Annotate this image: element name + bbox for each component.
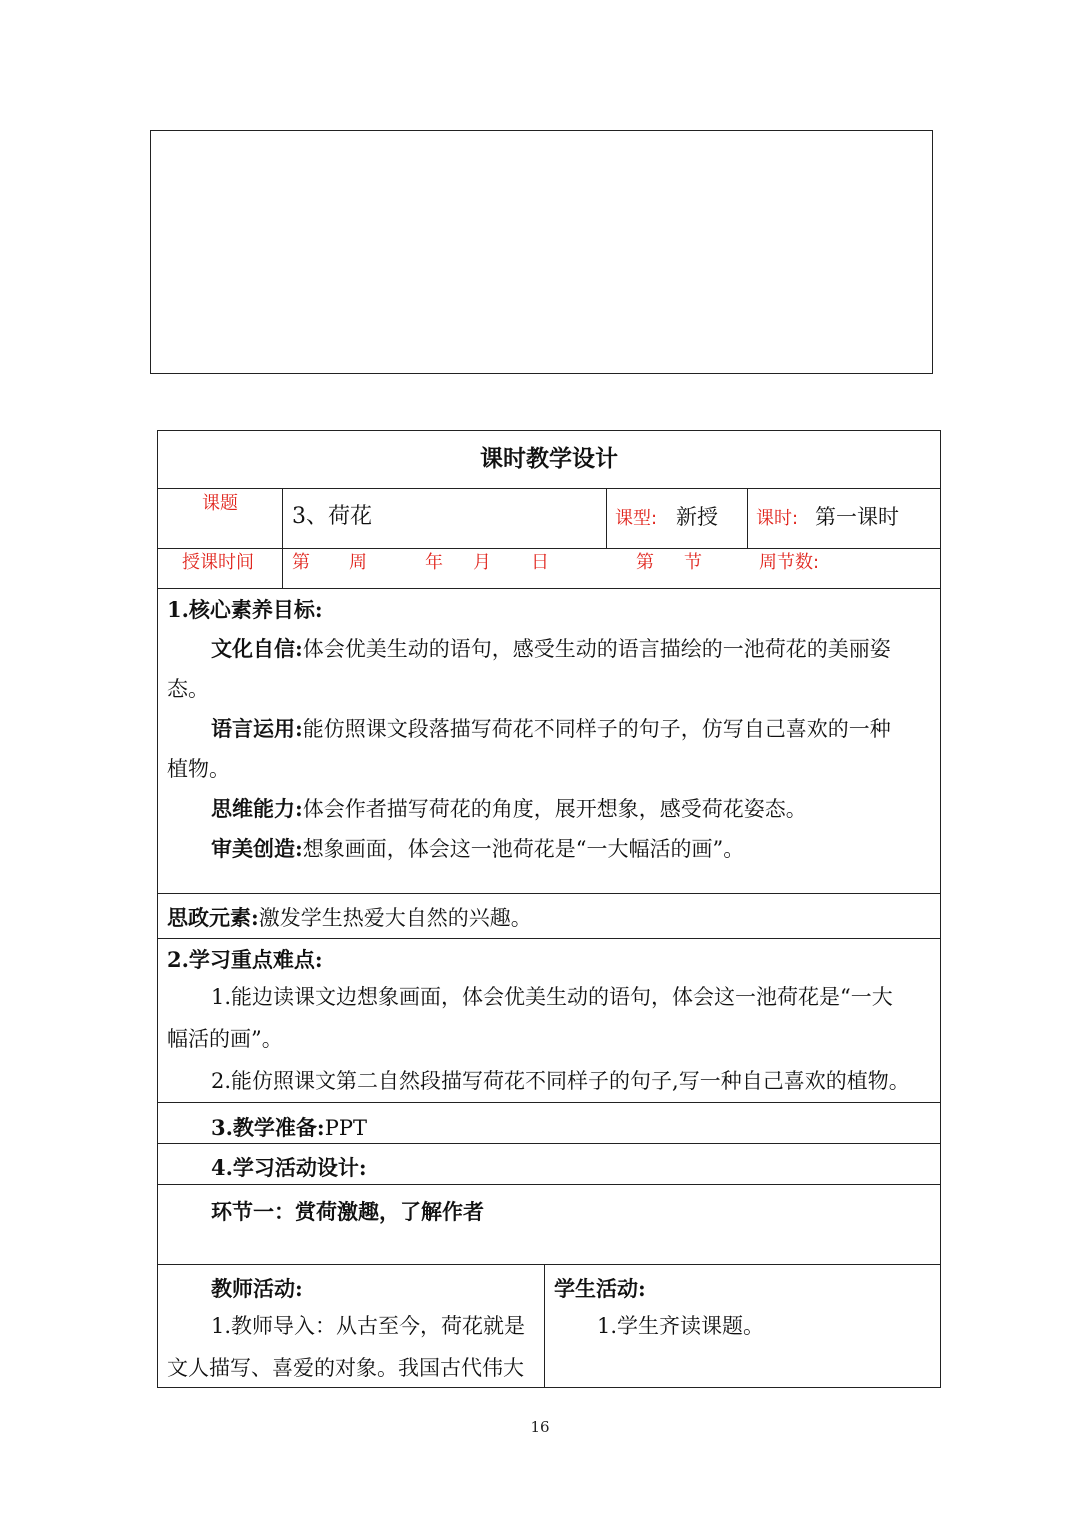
keypoint-2: 2.能仿照课文第二自然段描写荷花不同样子的句子,写一种自己喜欢的植物。 [211,1069,910,1093]
type-value: 新授 [676,505,718,529]
teacher-line-2: 文人描写、喜爱的对象。我国古代伟大 [167,1356,524,1380]
goal-aesthetic [211,835,744,863]
teacher-line-1: 1.教师导入：从古至今，荷花就是 [211,1314,526,1338]
goals-heading: 1.核心素养目标: [167,597,323,622]
stage1-title: 环节一：赏荷激趣，了解作者 [211,1199,484,1224]
goal-language [211,715,891,743]
period-value: 第一课时 [815,505,899,529]
student-heading: 学生活动: [554,1276,646,1301]
schedule-di2: 第 [636,552,654,573]
period-label: 课时: [756,508,799,529]
goal-culture-label: 文化自信: [211,636,303,661]
type-label: 课型: [615,508,658,529]
schedule-week: 周 [349,552,367,573]
ideology-label: 思政元素: [167,905,259,930]
topic-label: 课题 [202,493,238,514]
goal-language-label: 语言运用: [211,716,303,741]
page-title: 课时教学设计 [480,445,618,472]
preparation-value: PPT [324,1116,367,1140]
student-line-1: 1.学生齐读课题。 [597,1314,765,1338]
schedule-weekly: 周节数: [759,552,820,573]
table-rule [158,1102,940,1103]
keypoint-1: 1.能边读课文边想象画面，体会优美生动的语句，体会这一池荷花是“一大 [211,985,893,1009]
table-rule [158,938,940,939]
keypoint-1-cont: 幅活的画”。 [167,1027,283,1051]
schedule-year: 年 [425,552,443,573]
schedule-day: 日 [531,552,549,573]
table-rule [158,548,940,549]
goal-thinking-label: 思维能力: [211,796,303,821]
schedule-section: 节 [684,552,702,573]
goal-language-cont: 植物。 [167,757,230,781]
goal-thinking [211,795,807,823]
goal-culture-cont: 态。 [167,677,209,701]
table-rule [158,1143,940,1144]
top-blank-box [150,130,933,374]
table-rule [158,893,940,894]
ideology-text: 激发学生热爱大自然的兴趣。 [258,906,532,930]
goal-thinking-text: 体会作者描写荷花的角度，展开想象，感受荷花姿态。 [302,797,807,821]
goal-language-text: 能仿照课文段落描写荷花不同样子的句子，仿写自己喜欢的一种 [302,717,891,741]
table-rule [158,1264,940,1265]
goal-culture [211,635,891,663]
ideology-row [167,904,532,932]
keypoints-heading: 2.学习重点难点: [167,947,323,972]
table-rule [282,488,283,588]
schedule-label: 授课时间 [182,552,254,573]
goal-aesthetic-label: 审美创造: [211,836,303,861]
activity-heading: 4.学习活动设计: [211,1155,367,1180]
table-rule [158,588,940,589]
table-rule [606,488,607,548]
preparation-label: 3.教学准备: [211,1115,325,1140]
table-rule [158,1184,940,1185]
teacher-heading: 教师活动: [211,1276,303,1301]
table-rule [747,488,748,548]
page-number: 16 [530,1418,550,1436]
schedule-month: 月 [473,552,491,573]
preparation-row [211,1114,367,1142]
schedule-di: 第 [292,552,310,573]
topic-value: 3、荷花 [292,504,372,529]
table-rule [544,1264,545,1388]
table-rule [158,488,940,489]
goal-culture-text: 体会优美生动的语句，感受生动的语言描绘的一池荷花的美丽姿 [302,637,891,661]
goal-aesthetic-text: 想象画面，体会这一池荷花是“一大幅活的画”。 [302,837,745,861]
